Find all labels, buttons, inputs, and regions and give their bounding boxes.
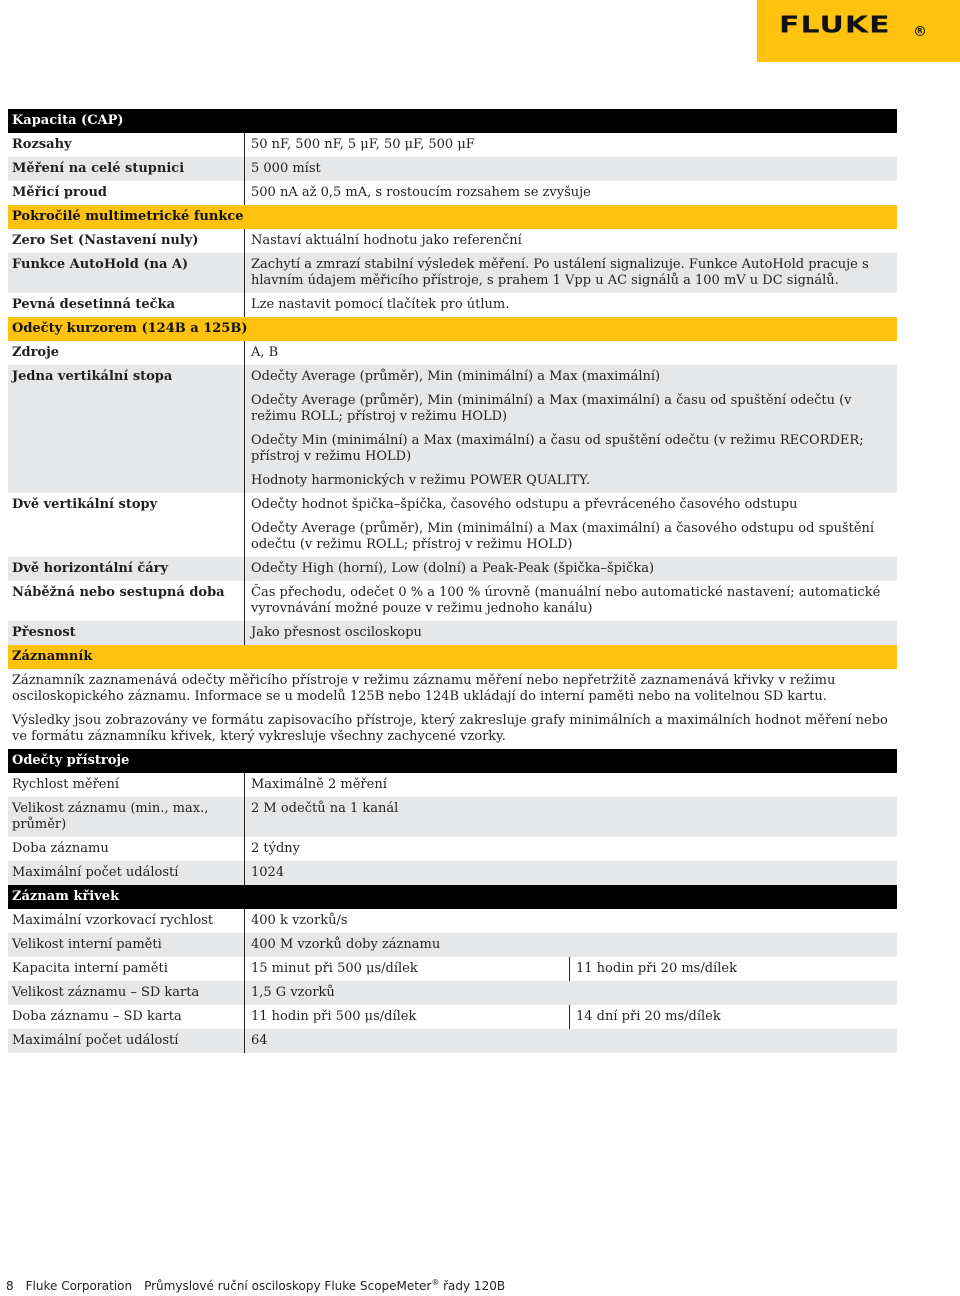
row-label: Jedna vertikální stopa: [8, 365, 245, 389]
row-value: 500 nA až 0,5 mA, s rostoucím rozsahem se zvyšuje: [251, 185, 591, 200]
row-label: Náběžná nebo sestupná doba: [8, 581, 245, 621]
table-row: [8, 133, 897, 157]
row-value: Odečty hodnot špička–špička, časového odstupu a převráceného časového odstupu: [251, 497, 798, 512]
row-value: Jako přesnost osciloskopu: [251, 625, 422, 640]
table-row: [8, 909, 897, 933]
table-row: [8, 517, 897, 557]
row-label: Rozsahy: [8, 133, 245, 157]
row-label: [8, 389, 245, 429]
table-row: [8, 837, 897, 861]
section-header-advanced-functions: Pokročilé multimetrické funkce: [8, 205, 897, 229]
table-row: [8, 797, 897, 837]
row-value: [245, 1005, 897, 1029]
table-row: [8, 341, 897, 365]
row-value: 50 nF, 500 nF, 5 μF, 50 μF, 500 μF: [251, 137, 475, 152]
section-capacitance: [8, 133, 897, 205]
row-value: Čas přechodu, odečet 0 % a 100 % úrovně (manuální nebo automatické nastavení; automatické vyrovnávání možné pouze v režimu jednoho kanálu): [251, 585, 881, 616]
row-value: [245, 957, 897, 981]
table-row: [8, 581, 897, 621]
table-row: [8, 157, 897, 181]
row-value: 2 týdny: [251, 841, 301, 856]
row-label: Přesnost: [8, 621, 245, 645]
table-row: [8, 621, 897, 645]
registered-mark-icon: R: [915, 26, 925, 36]
table-row: [8, 429, 897, 469]
row-value-secondary: 11 hodin při 20 ms/dílek: [576, 961, 737, 976]
row-label: Maximální počet událostí: [8, 1029, 245, 1053]
recorder-paragraph-2: Výsledky jsou zobrazovány ve formátu zapisovacího přístroje, který zakresluje grafy minimálních a maximálních hodnot měření nebo ve formátu záznamníku křivek, který vykresluje všechny zachycené vzorky.: [12, 713, 888, 744]
row-value-primary: 11 hodin při 500 μs/dílek: [245, 1005, 570, 1029]
row-value: Maximálně 2 měření: [251, 777, 387, 792]
page-number: 8: [6, 1279, 14, 1293]
row-value: Odečty Average (průměr), Min (minimální) a Max (maximální): [251, 369, 661, 384]
section-advanced-functions: [8, 229, 897, 317]
row-value: 5 000 míst: [251, 161, 321, 176]
row-label: Měření na celé stupnici: [8, 157, 245, 181]
row-label: Zdroje: [8, 341, 245, 365]
section-waveform-recording: [8, 909, 897, 1053]
row-label: Funkce AutoHold (na A): [8, 253, 245, 293]
row-label: Zero Set (Nastavení nuly): [8, 229, 245, 253]
table-row: [8, 933, 897, 957]
section-meter-readings: [8, 773, 897, 885]
row-value: Lze nastavit pomocí tlačítek pro útlum.: [251, 297, 510, 312]
row-value: Odečty Average (průměr), Min (minimální) a Max (maximální) a časového odstupu od spuštění odečtu (v režimu ROLL; přístroj v režimu HOLD): [251, 521, 875, 552]
table-row: [8, 981, 897, 1005]
row-value-secondary: 14 dní při 20 ms/dílek: [576, 1009, 721, 1024]
row-label: Doba záznamu – SD karta: [8, 1005, 245, 1029]
row-value: 400 k vzorků/s: [251, 913, 348, 928]
table-row: [8, 493, 897, 517]
row-value: 1024: [251, 865, 285, 880]
section-header-meter-readings: Odečty přístroje: [8, 749, 897, 773]
row-label: Pevná desetinná tečka: [8, 293, 245, 317]
row-label: Měřicí proud: [8, 181, 245, 205]
table-row: [8, 1029, 897, 1053]
row-value: Nastaví aktuální hodnotu jako referenční: [251, 233, 522, 248]
row-value: Odečty Average (průměr), Min (minimální) a Max (maximální) a času od spuštění odečtu (v režimu ROLL; přístroj v režimu HOLD): [251, 393, 852, 424]
row-label: Dvě vertikální stopy: [8, 493, 245, 517]
section-header-capacitance: Kapacita (CAP): [8, 109, 897, 133]
row-value: Odečty High (horní), Low (dolní) a Peak-Peak (špička–špička): [251, 561, 655, 576]
row-value: Zachytí a zmrazí stabilní výsledek měření. Po ustálení signalizuje. Funkce AutoHold pracuje s hlavním údajem měřicího přístroje, s prahem 1 Vpp u AC signálů a 100 mV u DC signálů.: [251, 257, 869, 288]
row-value: 1,5 G vzorků: [251, 985, 335, 1000]
row-label: Velikost záznamu (min., max., průměr): [8, 797, 245, 837]
page-footer: [6, 1278, 517, 1293]
row-value: Odečty Min (minimální) a Max (maximální) a času od spuštění odečtu (v režimu RECORDER; přístroj v režimu HOLD): [251, 433, 864, 464]
row-label: Velikost záznamu – SD karta: [8, 981, 245, 1005]
footer-company: Fluke Corporation: [25, 1279, 133, 1293]
row-value: 64: [251, 1033, 268, 1048]
table-row: [8, 229, 897, 253]
section-header-recorder: Záznamník: [8, 645, 897, 669]
row-value: 400 M vzorků doby záznamu: [251, 937, 441, 952]
logo-text: FLUKE: [779, 11, 891, 39]
row-label: [8, 429, 245, 469]
row-label: Doba záznamu: [8, 837, 245, 861]
row-label: Dvě horizontální čáry: [8, 557, 245, 581]
section-cursor-readouts: [8, 341, 897, 645]
row-value: A, B: [251, 345, 279, 360]
row-value-primary: 15 minut při 500 μs/dílek: [245, 957, 570, 981]
table-row: [8, 1005, 897, 1029]
table-row: [8, 773, 897, 797]
table-row: [8, 253, 897, 293]
recorder-paragraph-1: Záznamník zaznamenává odečty měřicího přístroje v režimu záznamu měření nebo nepřetržitě zaznamenává křivky v režimu osciloskopického záznamu. Informace se u modelů 125B nebo 124B ukládají do interní paměti nebo na volitelnou SD kartu.: [12, 673, 836, 704]
table-row: [8, 469, 897, 493]
row-value: Hodnoty harmonických v režimu POWER QUALITY.: [251, 473, 591, 488]
table-row: [8, 557, 897, 581]
row-label: Maximální počet událostí: [8, 861, 245, 885]
row-label: Maximální vzorkovací rychlost: [8, 909, 245, 933]
footer-reg-mark: ®: [431, 1278, 440, 1287]
section-header-waveform-recording: Záznam křivek: [8, 885, 897, 909]
table-row: [8, 181, 897, 205]
fluke-logo: [757, 0, 960, 62]
row-label: [8, 469, 245, 493]
table-row: [8, 293, 897, 317]
spec-table: [8, 109, 897, 1053]
row-label: Velikost interní paměti: [8, 933, 245, 957]
row-value: 2 M odečtů na 1 kanál: [251, 801, 399, 816]
row-label: Kapacita interní paměti: [8, 957, 245, 981]
table-row: [8, 861, 897, 885]
row-label: Rychlost měření: [8, 773, 245, 797]
table-row: [8, 365, 897, 389]
row-label: [8, 517, 245, 557]
footer-doc-title: Průmyslové ruční osciloskopy Fluke ScopeMeter: [144, 1279, 432, 1293]
table-row: [8, 389, 897, 429]
section-header-cursor-readouts: Odečty kurzorem (124B a 125B): [8, 317, 897, 341]
table-row: [8, 957, 897, 981]
footer-doc-suffix: řady 120B: [439, 1279, 506, 1293]
